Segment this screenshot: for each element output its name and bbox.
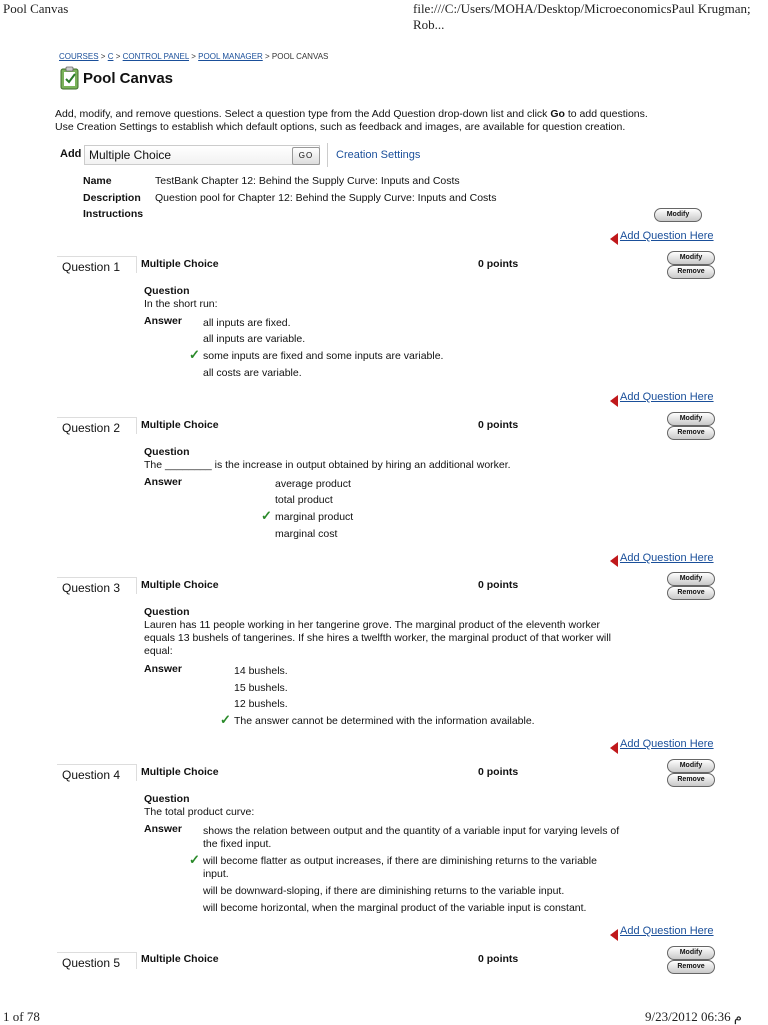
question-number: Question 5 [57, 952, 137, 969]
question-points: 0 points [478, 766, 519, 778]
question-type: Multiple Choice [141, 766, 219, 778]
breadcrumb-sep: > [115, 52, 121, 61]
add-label: Add [60, 148, 82, 160]
question-type-select[interactable]: Multiple Choice [84, 145, 320, 165]
pool-name: TestBank Chapter 12: Behind the Supply Curve: Inputs and Costs [155, 175, 460, 187]
answer-option: shows the relation between output and the quantity of a variable input for varying levels of [203, 825, 620, 837]
answer-option-correct: some inputs are fixed and some inputs are variable. [203, 350, 444, 362]
question-label: Question [144, 793, 190, 805]
answer-option: will become horizontal, when the marginal product of the variable input is constant. [203, 902, 587, 914]
remove-button[interactable]: Remove [667, 773, 715, 787]
modify-button[interactable]: Modify [667, 759, 715, 773]
answer-label: Answer [144, 663, 182, 675]
breadcrumb-pool-manager[interactable]: POOL MANAGER [198, 52, 263, 61]
add-question-here-link[interactable]: Add Question Here [620, 738, 714, 750]
answer-option-correct: The answer cannot be determined with the information available. [234, 715, 535, 727]
answer-option: all inputs are variable. [203, 333, 306, 345]
intro-text: to add questions. [564, 108, 648, 120]
breadcrumb-control-panel[interactable]: CONTROL PANEL [122, 52, 190, 61]
go-button[interactable]: GO [292, 147, 320, 165]
modify-button[interactable]: Modify [667, 412, 715, 426]
breadcrumb-current: POOL CANVAS [271, 52, 329, 61]
question-text: The total product curve: [144, 806, 255, 818]
arrow-left-icon [610, 929, 618, 941]
remove-button[interactable]: Remove [667, 960, 715, 974]
creation-settings-link[interactable]: Creation Settings [336, 149, 421, 161]
question-number: Question 3 [57, 577, 137, 594]
question-text: In the short run: [144, 298, 218, 310]
modify-button[interactable]: Modify [667, 572, 715, 586]
question-points: 0 points [478, 258, 519, 270]
breadcrumb [59, 52, 328, 61]
modify-button[interactable]: Modify [667, 946, 715, 960]
question-text-line: equal: [144, 645, 173, 657]
page-count: 1 of 78 [3, 1009, 40, 1024]
remove-button[interactable]: Remove [667, 586, 715, 600]
arrow-left-icon [610, 395, 618, 407]
arrow-left-icon [610, 555, 618, 567]
intro-text: Use Creation Settings to establish which default options, such as feedback and images, are available for question creation. [55, 121, 626, 133]
breadcrumb-c[interactable]: C [107, 52, 114, 61]
add-question-here-link[interactable]: Add Question Here [620, 925, 714, 937]
correct-check-icon: ✓ [220, 712, 231, 727]
question-text: The ________ is the increase in output obtained by hiring an additional worker. [144, 459, 511, 471]
pool-description: Question pool for Chapter 12: Behind the Supply Curve: Inputs and Costs [155, 192, 497, 204]
question-number: Question 2 [57, 417, 137, 434]
answer-option: the fixed input. [203, 838, 272, 850]
breadcrumb-sep: > [191, 52, 196, 61]
modify-button[interactable]: Modify [667, 251, 715, 265]
question-type: Multiple Choice [141, 419, 219, 431]
answer-label: Answer [144, 315, 182, 327]
instructions-label: Instructions [83, 208, 144, 220]
answer-option: all costs are variable. [203, 367, 302, 379]
page-title: Pool Canvas [83, 70, 174, 87]
answer-option: will be downward-sloping, if there are diminishing returns to the variable input. [203, 885, 565, 897]
question-text-line: Lauren has 11 people working in her tangerine grove. The marginal product of the eleventh worker [144, 619, 601, 631]
breadcrumb-sep: > [265, 52, 270, 61]
question-type: Multiple Choice [141, 953, 219, 965]
arrow-left-icon [610, 742, 618, 754]
modify-pool-button[interactable]: Modify [654, 208, 702, 222]
clipboard-icon [59, 66, 81, 90]
answer-option-correct: input. [203, 868, 229, 880]
question-label: Question [144, 446, 190, 458]
question-label: Question [144, 606, 190, 618]
name-label: Name [83, 175, 112, 187]
correct-check-icon: ✓ [261, 508, 272, 523]
description-label: Description [83, 192, 141, 204]
question-points: 0 points [478, 419, 519, 431]
breadcrumb-sep: > [100, 52, 106, 61]
question-number: Question 1 [57, 256, 137, 273]
question-type: Multiple Choice [141, 579, 219, 591]
remove-button[interactable]: Remove [667, 426, 715, 440]
answer-option: marginal cost [275, 528, 338, 540]
answer-option-correct: marginal product [275, 511, 354, 523]
answer-option: all inputs are fixed. [203, 317, 291, 329]
question-label: Question [144, 285, 190, 297]
print-date: 9/23/2012 06:36 م [645, 1009, 742, 1024]
question-text-line: equals 13 bushels of tangerines. If she hires a twelfth worker, the marginal product of that worker will [144, 632, 611, 644]
intro-go: Go [550, 108, 565, 120]
divider [327, 143, 328, 167]
correct-check-icon: ✓ [189, 852, 200, 867]
answer-label: Answer [144, 823, 182, 835]
answer-option: total product [275, 494, 333, 506]
remove-button[interactable]: Remove [667, 265, 715, 279]
answer-option: average product [275, 478, 351, 490]
intro-text: Add, modify, and remove questions. Select a question type from the Add Question drop-down list and click [55, 108, 551, 120]
arrow-left-icon [610, 233, 618, 245]
answer-option-correct: will become flatter as output increases, if there are diminishing returns to the variable [203, 855, 597, 867]
question-type: Multiple Choice [141, 258, 219, 270]
answer-option: 15 bushels. [234, 682, 288, 694]
add-question-here-link[interactable]: Add Question Here [620, 230, 714, 242]
answer-label: Answer [144, 476, 182, 488]
answer-option: 14 bushels. [234, 665, 288, 677]
instructions-text [55, 108, 735, 134]
add-question-here-link[interactable]: Add Question Here [620, 391, 714, 403]
page-title-header: Pool Canvas [3, 1, 69, 16]
breadcrumb-courses[interactable]: COURSES [59, 52, 99, 61]
question-points: 0 points [478, 579, 519, 591]
url-header: file:///C:/Users/MOHA/Desktop/MicroeconomicsPaul Krugman; Rob... [413, 1, 751, 32]
question-text [144, 619, 664, 658]
answer-option: 12 bushels. [234, 698, 288, 710]
question-points: 0 points [478, 953, 519, 965]
correct-check-icon: ✓ [189, 347, 200, 362]
add-question-here-link[interactable]: Add Question Here [620, 552, 714, 564]
question-number: Question 4 [57, 764, 137, 781]
